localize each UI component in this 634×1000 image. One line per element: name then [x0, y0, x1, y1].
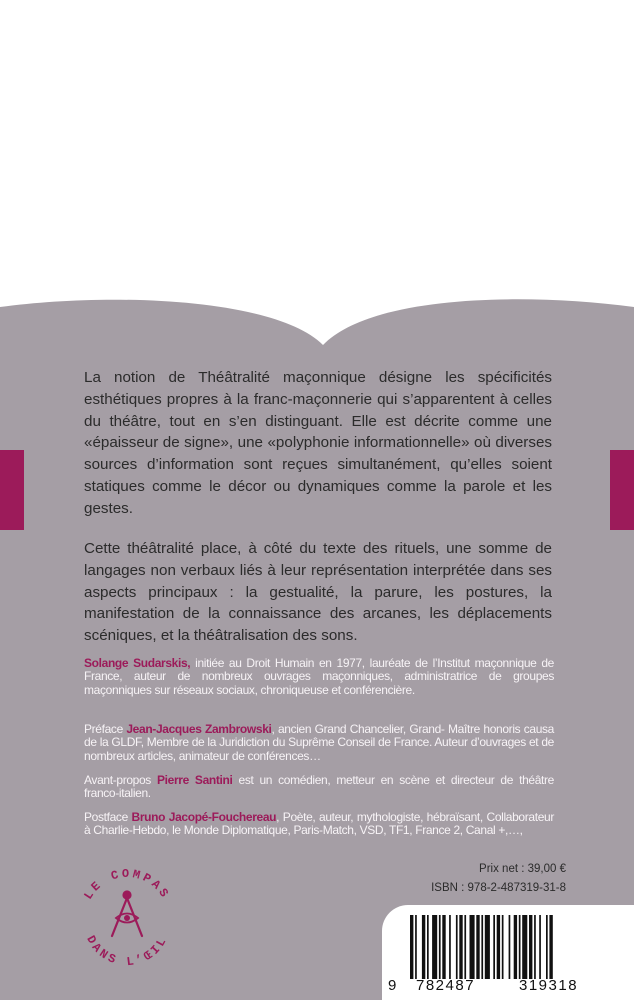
barcode-bar: [476, 915, 479, 979]
barcode-bar: [485, 915, 490, 979]
barcode-bar: [470, 915, 475, 979]
barcode-bar: [497, 915, 500, 979]
compass-eye-icon: [112, 892, 142, 937]
barcode-bar: [456, 915, 458, 979]
blurb-paragraph-1: La notion de Théâtralité maçonnique désigne les spécificités esthétiques propres à la franc-maçonnerie qui s’apparentent à celles du théâtre, tout en s’en distinguant. Elle est décrite comme une «épaisseur de signe», une «polyphonie informationnelle» où diverses sources d’information sont reçues simultanément, qu’elles soient statiques comme le décor ou dynamiques comme la parole et les gestes.: [84, 369, 552, 517]
barcode-bar: [481, 915, 483, 979]
barcode-bar: [415, 915, 417, 979]
barcode-bar: [529, 915, 532, 979]
barcode-bar: [449, 915, 451, 979]
contributor-author: [84, 657, 554, 697]
contributor-name: Pierre Santini: [156, 773, 233, 787]
contributor-preface: [84, 723, 554, 763]
barcode-bar: [422, 915, 425, 979]
contributor-name: Jean-Jacques Zambrowski: [126, 722, 272, 736]
barcode-bar: [493, 915, 495, 979]
contributor-text: est un comédien, metteur en scène et directeur de théâtre franco-italien.: [84, 773, 554, 801]
barcode-digit-first: 9: [388, 977, 398, 994]
barcode-bar: [539, 915, 541, 979]
logo-arc-top-text: LE COMPAS: [81, 867, 173, 903]
barcode-digits-right: 319318: [519, 977, 579, 994]
contributor-name: Solange Sudarskis,: [84, 656, 191, 670]
contributor-name: Bruno Jacopé-Fouchereau: [131, 810, 277, 824]
contributor-text: , ancien Grand Chancelier, Grand- Maître honoris causa de la GLDF, Membre de la Juridiction du Suprême Conseil de France. Auteur d’ouvrages et de nombreux articles, animateur de conférences…: [84, 722, 555, 763]
barcode-bar: [502, 915, 504, 979]
barcode-digits-left: 782487: [416, 977, 476, 994]
barcode-bar: [442, 915, 445, 979]
contributor-prefix: Avant-propos: [84, 773, 157, 787]
barcode-area: [382, 905, 634, 1000]
contributor-prefix: Postface: [84, 810, 132, 824]
price-label: Prix net : 39,00 €: [479, 863, 566, 875]
barcode-bar: [519, 915, 521, 979]
contributor-afterword: [84, 811, 554, 838]
contributor-prefix: Préface: [84, 722, 127, 736]
barcode-bar: [522, 915, 527, 979]
publisher-logo: [72, 860, 182, 970]
barcode-bar: [432, 915, 437, 979]
isbn-label: ISBN : 978-2-487319-31-8: [431, 882, 566, 894]
barcode-bar: [549, 915, 552, 979]
barcode-bar: [464, 915, 466, 979]
right-edge-tab: [610, 450, 634, 530]
contributor-text: , Poète, auteur, mythologiste, hébraïsant, Collaborateur à Charlie-Hebdo, le Monde Diplomatique, Paris-Match, VSD, TF1, France 2, Canal +,…,: [84, 810, 554, 838]
barcode-bar: [509, 915, 511, 979]
logo-arc-bottom-text: DANS L’ŒIL: [83, 933, 171, 970]
barcode-bar: [439, 915, 441, 979]
blurb-paragraph-2: Cette théâtralité place, à côté du texte des rituels, une somme de langages non verbaux liés à leur représentation interprétée dans ses aspects principaux : la gestualité, la parure, les postures, la manifestation de la connaissance des arcanes, les déplacements scéniques, et la théâtralisation des sons.: [84, 540, 552, 645]
barcode-bars: [402, 915, 618, 979]
barcode-bar: [514, 915, 517, 979]
barcode-bar: [459, 915, 462, 979]
contributor-foreword: [84, 774, 554, 801]
barcode-bar: [534, 915, 536, 979]
barcode-bar: [427, 915, 429, 979]
contributor-text: initiée au Droit Humain en 1977, lauréate de l’Institut maçonnique de France, auteur de nombreux ouvrages maçonniques, administratrice de groupes maçonniques sur réseaux sociaux, chroniqueuse et conférencière.: [84, 656, 554, 697]
left-edge-tab: [0, 450, 24, 530]
barcode-bar: [546, 915, 548, 979]
barcode-bar: [410, 915, 413, 979]
